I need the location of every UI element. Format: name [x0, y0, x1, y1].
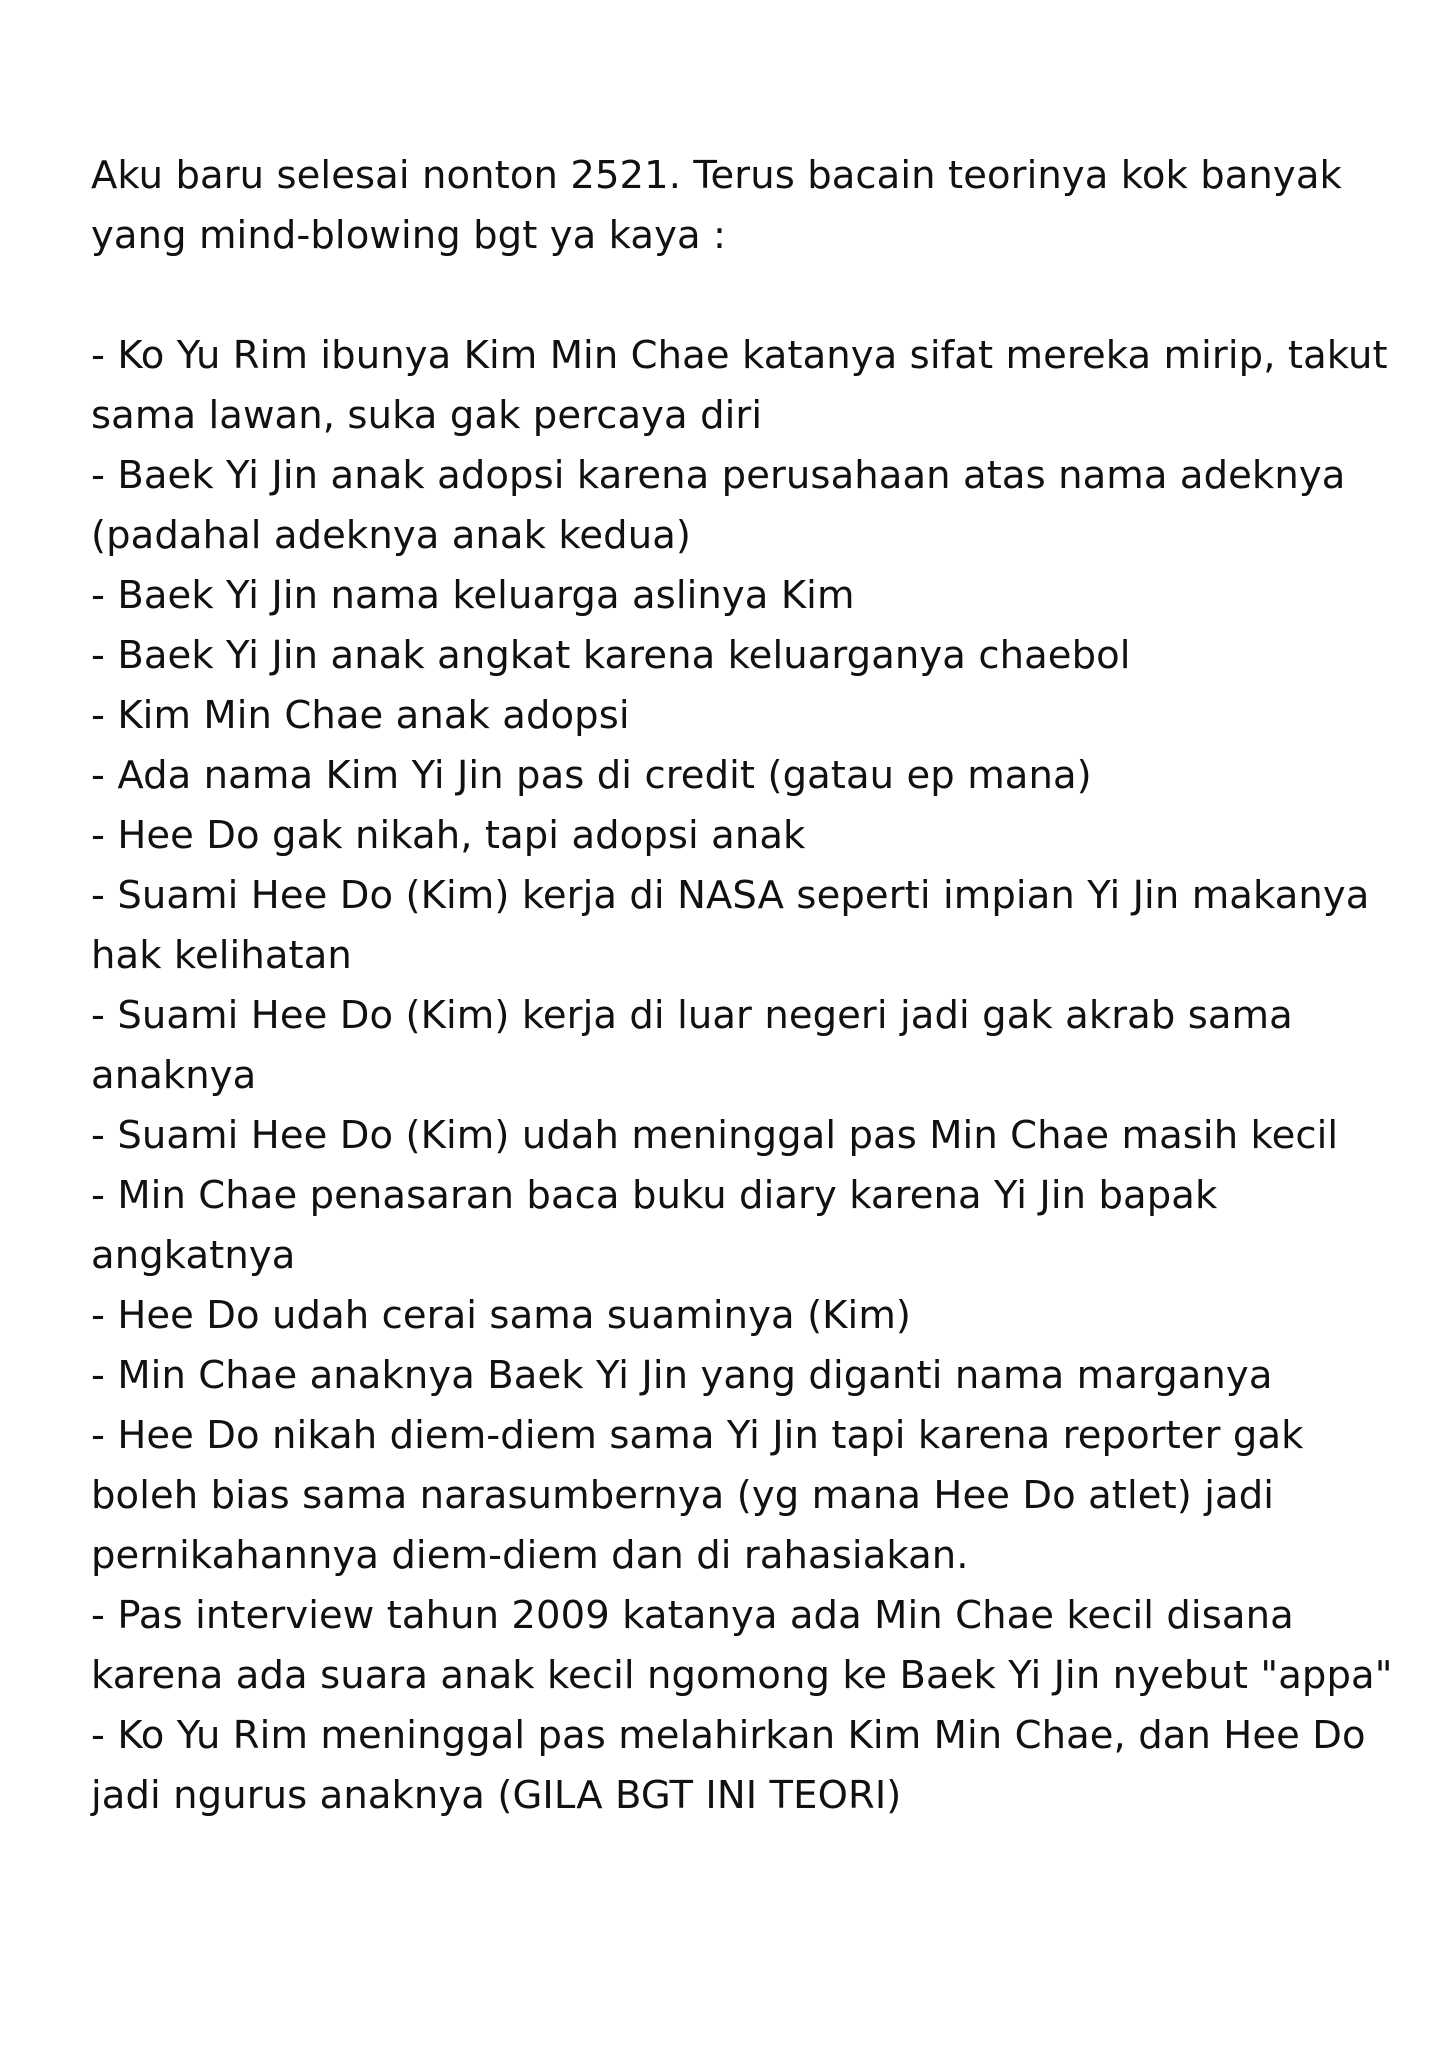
theory-line: hak kelihatan	[91, 933, 352, 978]
theory-line: - Baek Yi Jin anak angkat karena keluarganya chaebol	[91, 633, 1131, 678]
theory-item	[91, 1346, 1381, 1406]
theory-line: - Ada nama Kim Yi Jin pas di credit (gatau ep mana)	[91, 753, 1092, 798]
theory-line: - Suami Hee Do (Kim) kerja di NASA seperti impian Yi Jin makanya	[91, 873, 1370, 918]
intro-line-1: Aku baru selesai nonton 2521. Terus bacain teorinya kok banyak	[91, 153, 1342, 198]
theory-line: - Suami Hee Do (Kim) kerja di luar negeri jadi gak akrab sama	[91, 993, 1293, 1038]
theory-line: sama lawan, suka gak percaya diri	[91, 393, 763, 438]
theory-item	[91, 986, 1381, 1106]
theory-line: - Baek Yi Jin nama keluarga aslinya Kim	[91, 573, 855, 618]
theory-line: karena ada suara anak kecil ngomong ke Baek Yi Jin nyebut "appa"	[91, 1653, 1393, 1698]
theory-item	[91, 1106, 1381, 1166]
document-body	[91, 146, 1393, 1826]
theory-item	[91, 806, 1381, 866]
theory-item	[91, 326, 1388, 446]
theory-line: boleh bias sama narasumbernya (yg mana Hee Do atlet) jadi	[91, 1473, 1275, 1518]
theory-line: angkatnya	[91, 1233, 296, 1278]
theory-line: anaknya	[91, 1053, 257, 1098]
theory-line: - Suami Hee Do (Kim) udah meninggal pas Min Chae masih kecil	[91, 1113, 1339, 1158]
theory-item	[91, 1706, 1381, 1826]
theory-line: - Min Chae anaknya Baek Yi Jin yang diganti nama marganya	[91, 1353, 1273, 1398]
theory-item	[91, 686, 1381, 746]
theory-item	[91, 1406, 1381, 1586]
intro-line-2: yang mind-blowing bgt ya kaya :	[91, 213, 727, 258]
theory-item	[91, 746, 1381, 806]
paragraph-spacer	[91, 266, 1381, 326]
theory-line: (padahal adeknya anak kedua)	[91, 513, 692, 558]
theory-list	[91, 326, 1393, 1826]
theory-item	[91, 1166, 1381, 1286]
theory-item	[91, 566, 1381, 626]
theory-item	[91, 866, 1381, 986]
theory-item	[91, 446, 1381, 566]
theory-item	[91, 1586, 1393, 1706]
theory-item	[91, 1286, 1381, 1346]
theory-line: jadi ngurus anaknya (GILA BGT INI TEORI)	[91, 1773, 902, 1818]
theory-line: - Baek Yi Jin anak adopsi karena perusahaan atas nama adeknya	[91, 453, 1346, 498]
theory-line: - Min Chae penasaran baca buku diary karena Yi Jin bapak	[91, 1173, 1218, 1218]
theory-line: - Hee Do gak nikah, tapi adopsi anak	[91, 813, 806, 858]
theory-line: pernikahannya diem-diem dan di rahasiakan.	[91, 1533, 969, 1578]
theory-line: - Hee Do udah cerai sama suaminya (Kim)	[91, 1293, 912, 1338]
theory-item	[91, 626, 1381, 686]
theory-line: - Pas interview tahun 2009 katanya ada Min Chae kecil disana	[91, 1593, 1294, 1638]
theory-line: - Hee Do nikah diem-diem sama Yi Jin tapi karena reporter gak	[91, 1413, 1304, 1458]
theory-line: - Ko Yu Rim meninggal pas melahirkan Kim Min Chae, dan Hee Do	[91, 1713, 1366, 1758]
theory-line: - Kim Min Chae anak adopsi	[91, 693, 630, 738]
theory-line: - Ko Yu Rim ibunya Kim Min Chae katanya sifat mereka mirip, takut	[91, 333, 1388, 378]
